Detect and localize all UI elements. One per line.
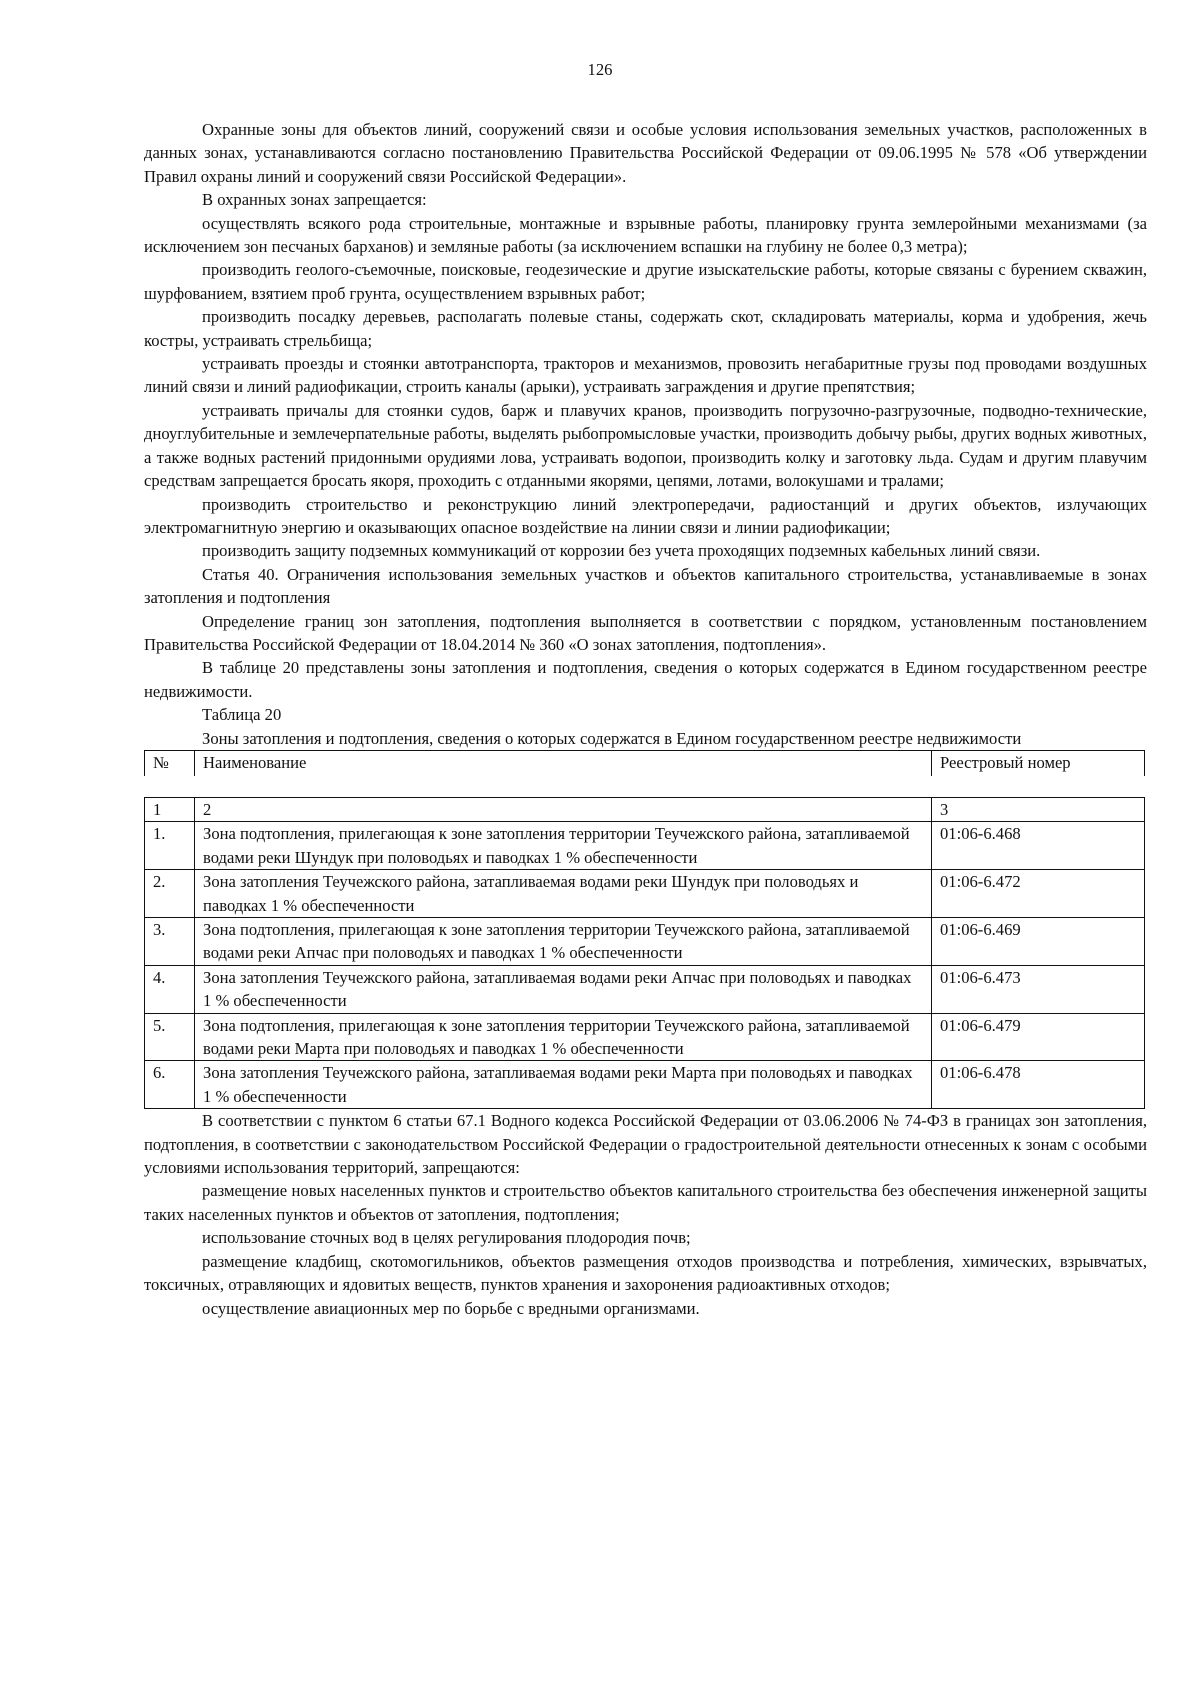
paragraph: В соответствии с пунктом 6 статьи 67.1 Водного кодекса Российской Федерации от 03.06.2006 № 74-ФЗ в границах зон затопления, подтопления, в соответствии с законодательством Российской Федерации о градостроительной деятельности отнесенных к зонам с особыми условиями использования территорий, запрещаются: xyxy=(144,1111,1147,1178)
zone-name: Зона затопления Теучежского района, затапливаемая водами реки Шундук при половодьях и паводках 1 % обеспеченности xyxy=(195,870,932,918)
table-row xyxy=(145,1013,1145,1061)
table-gap xyxy=(144,776,1147,797)
zone-name: Зона подтопления, прилегающая к зоне затопления территории Теучежского района, затапливаемой водами реки Апчас при половодьях и паводках 1 % обеспеченности xyxy=(195,918,932,966)
table-label: Таблица 20 xyxy=(202,705,282,725)
paragraph: производить геолого-съемочные, поисковые, геодезические и другие изыскательские работы, которые связаны с бурением скважин, шурфованием, взятием проб грунта, осуществлением взрывных работ; xyxy=(144,260,1147,303)
row-number: 1. xyxy=(145,822,195,870)
header-number: № xyxy=(145,750,195,776)
row-number: 2. xyxy=(145,870,195,918)
table-row xyxy=(145,965,1145,1013)
zone-name: Зона подтопления, прилегающая к зоне затопления территории Теучежского района, затапливаемой водами реки Марта при половодьях и паводках 1 % обеспеченности xyxy=(195,1013,932,1061)
paragraph: размещение новых населенных пунктов и строительство объектов капитального строительства без обеспечения инженерной защиты таких населенных пунктов и объектов от затопления, подтопления; xyxy=(144,1181,1147,1224)
table-header-row xyxy=(145,750,1145,776)
paragraph: Определение границ зон затопления, подтопления выполняется в соответствии с порядком, установленным постановлением Правительства Российской Федерации от 18.04.2014 № 360 «О зонах затопления, подтопления». xyxy=(144,611,1147,654)
header-name: Наименование xyxy=(195,750,932,776)
paragraph: Охранные зоны для объектов линий, сооружений связи и особые условия использования земельных участков, расположенных в данных зонах, устанавливаются согласно постановлению Правительства Российской Федерации от 09.06.1995 № 578 «Об утверждении Правил охраны линий и сооружений связи Российской Федерации». xyxy=(144,120,1147,186)
row-number: 4. xyxy=(145,965,195,1013)
page-number: 126 xyxy=(587,60,613,79)
column-number: 2 xyxy=(195,797,932,821)
zone-name: Зона затопления Теучежского района, затапливаемая водами реки Марта при половодьях и паводках 1 % обеспеченности xyxy=(195,1061,932,1109)
zone-name: Зона затопления Теучежского района, затапливаемая водами реки Апчас при половодьях и паводках 1 % обеспеченности xyxy=(195,965,932,1013)
paragraph: производить строительство и реконструкцию линий электропередачи, радиостанций и других объектов, излучающих электромагнитную энергию и оказывающих опасное воздействие на линии связи и линии радиофикации; xyxy=(144,494,1147,537)
paragraph: производить защиту подземных коммуникаций от коррозии без учета проходящих подземных кабельных линий связи. xyxy=(202,541,1041,561)
registry-number: 01:06-6.479 xyxy=(932,1013,1145,1061)
table-row xyxy=(145,870,1145,918)
paragraph: В охранных зонах запрещается: xyxy=(202,190,427,210)
paragraph: размещение кладбищ, скотомогильников, объектов размещения отходов производства и потребления, химических, взрывчатых, токсичных, отравляющих и ядовитых веществ, пунктов хранения и захоронения радиоактивных отходов; xyxy=(144,1251,1147,1295)
paragraph: производить посадку деревьев, располагать полевые станы, содержать скот, складировать материалы, корма и удобрения, жечь костры, устраивать стрельбища; xyxy=(144,307,1147,350)
column-number-row xyxy=(145,797,1145,821)
table-row xyxy=(145,1061,1145,1109)
paragraph: устраивать проезды и стоянки автотранспорта, тракторов и механизмов, провозить негабаритные грузы под проводами воздушных линий связи и линий радиофикации, строить каналы (арыки), устраивать заграждения и другие препятствия; xyxy=(144,354,1147,397)
registry-number: 01:06-6.469 xyxy=(932,918,1145,966)
paragraph: В таблице 20 представлены зоны затопления и подтопления, сведения о которых содержатся в Едином государственном реестре недвижимости. xyxy=(144,658,1147,701)
header-registry-number: Реестровый номер xyxy=(932,750,1145,776)
column-number: 3 xyxy=(932,797,1145,821)
paragraph: осуществлять всякого рода строительные, монтажные и взрывные работы, планировку грунта землеройными механизмами (за исключением зон песчаных барханов) и земляные работы (за исключением вспашки на глубину не более 0,3 метра); xyxy=(144,213,1147,257)
table-row xyxy=(145,822,1145,870)
paragraph: использование сточных вод в целях регулирования плодородия почв; xyxy=(202,1228,691,1248)
registry-number: 01:06-6.478 xyxy=(932,1061,1145,1109)
table-header xyxy=(144,750,1145,776)
table-row xyxy=(145,918,1145,966)
column-number: 1 xyxy=(145,797,195,821)
registry-number: 01:06-6.472 xyxy=(932,870,1145,918)
text-block-top xyxy=(144,118,1147,1320)
table-caption: Зоны затопления и подтопления, сведения о которых содержатся в Едином государственном реестре недвижимости xyxy=(202,728,1022,748)
zones-table xyxy=(144,797,1145,1109)
registry-number: 01:06-6.468 xyxy=(932,822,1145,870)
row-number: 6. xyxy=(145,1061,195,1109)
zone-name: Зона подтопления, прилегающая к зоне затопления территории Теучежского района, затапливаемой водами реки Шундук при половодьях и паводках 1 % обеспеченности xyxy=(195,822,932,870)
row-number: 3. xyxy=(145,918,195,966)
paragraph: осуществление авиационных мер по борьбе с вредными организмами. xyxy=(202,1298,700,1318)
article-heading: Статья 40. Ограничения использования земельных участков и объектов капитального строительства, устанавливаемые в зонах затопления и подтопления xyxy=(144,564,1147,608)
registry-number: 01:06-6.473 xyxy=(932,965,1145,1013)
row-number: 5. xyxy=(145,1013,195,1061)
paragraph: устраивать причалы для стоянки судов, барж и плавучих кранов, производить погрузочно-разгрузочные, подводно-технические, дноуглубительные и землечерпательные работы, выделять рыбопромысловые участки, производить добычу рыбы, других водных животных, а также водных растений придонными орудиями лова, устраивать водопои, производить колку и заготовку льда. Судам и другим плавучим средствам запрещается бросать якоря, проходить с отданными якорями, цепями, лотами, волокушами и тралами; xyxy=(144,400,1147,491)
